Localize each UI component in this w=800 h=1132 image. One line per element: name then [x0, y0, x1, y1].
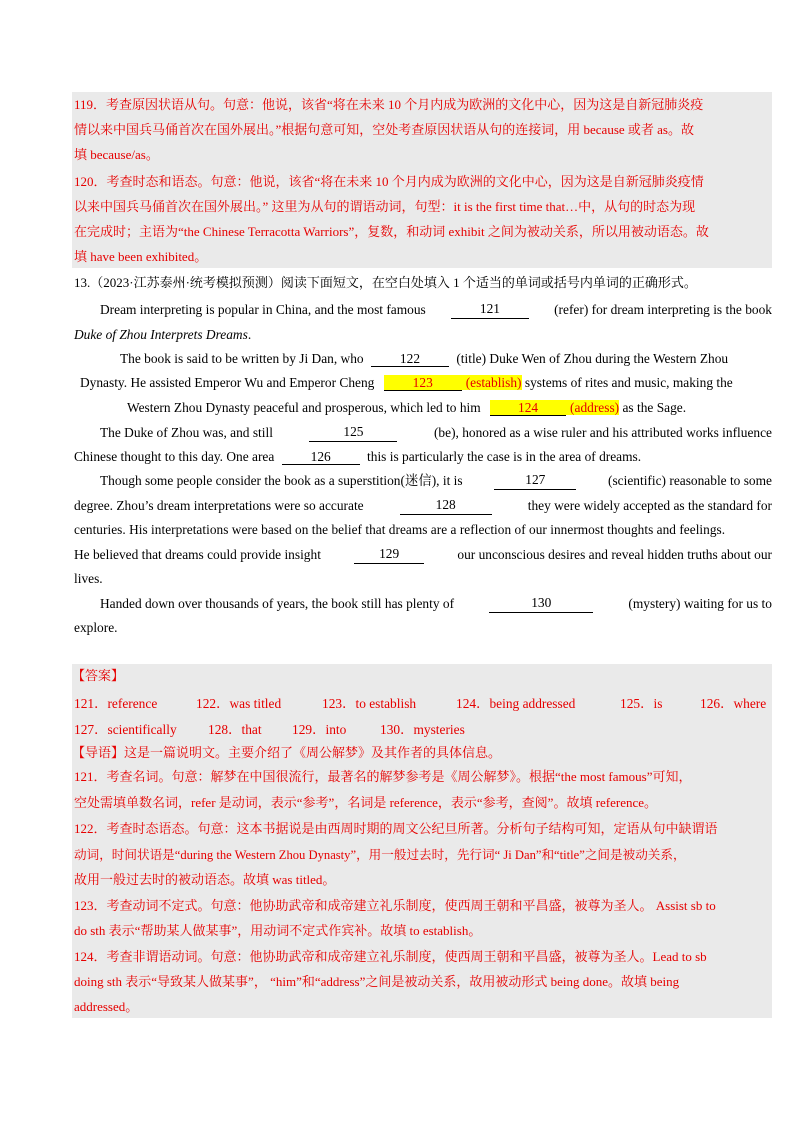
- p3-text-a: The Duke of Zhou was, and still: [100, 425, 273, 440]
- answer-123: 123．to establish: [322, 696, 417, 711]
- p2-text-c: (title) Duke Wen of Zhou during the Western Zhou: [456, 351, 729, 366]
- answer-121: 121．reference: [74, 696, 158, 711]
- explanation-119-line2: 情以来中国兵马俑首次在国外展出。”根据句意可知，空处考查原因状语从句的连接词，用 because 或者 as。故: [74, 122, 694, 137]
- explanation-121-line2: 空处需填单数名词，refer 是动词，表示“参考”，名词是 reference，表示“参考，查阅”。故填 reference。: [74, 795, 658, 810]
- passage-p4-line3: centuries. His interpretations were based on the belief that dreams are a reflection of our innermost thoughts and feelings.: [74, 522, 726, 537]
- blank-126[interactable]: 126: [282, 449, 360, 465]
- explanation-119-line3: 填 because/as。: [74, 147, 159, 162]
- passage-p4-line2: [74, 497, 772, 515]
- book-title: Duke of Zhou Interprets Dreams: [74, 327, 248, 342]
- p4-text-d: degree. Zhou’s dream interpretations were so accurate: [74, 498, 364, 513]
- blank-129[interactable]: 129: [354, 546, 424, 564]
- p4-text-g: He believed that dreams could provide insight: [74, 547, 321, 562]
- passage-p2-line3: [127, 399, 686, 417]
- explanation-122-line3: 故用一般过去时的被动语态。故填 was titled。: [74, 872, 336, 887]
- blank-121[interactable]: 121: [451, 301, 529, 319]
- answer-127: 127．scientifically: [74, 722, 177, 737]
- answer-125: 125．is: [620, 696, 663, 711]
- explanation-122-line1: 122．考查时态语态。句意：这本书据说是由西周时期的周文公纪旦所著。分析句子结构可知，定语从句中缺谓语: [74, 821, 718, 836]
- passage-p2-line1: [120, 350, 728, 368]
- answer-126: 126．where: [700, 696, 767, 711]
- explanation-120-line1: 120．考查时态和语态。句意：他说，该省“将在未来 10 个月内成为欧洲的文化中心，因为这是自新冠肺炎疫情: [74, 174, 704, 189]
- p3-text-d: Chinese thought to this day. One area: [74, 449, 275, 464]
- blank-125[interactable]: 125: [309, 424, 397, 442]
- passage-p5-line2: explore.: [74, 620, 118, 635]
- explanation-123-line1: 123．考查动词不定式。句意：他协助武帝和成帝建立礼乐制度，使西周王朝和平昌盛，被尊为圣人。 Assist sb to: [74, 898, 716, 913]
- explanation-119-line1: 119．考查原因状语从句。句意：他说，该省“将在未来 10 个月内成为欧洲的文化中心，因为这是自新冠肺炎疫: [74, 97, 704, 112]
- blank-128[interactable]: 128: [400, 497, 492, 515]
- p3-text-e: this is particularly the case is in the area of dreams.: [367, 449, 642, 464]
- blank-123[interactable]: 123: [384, 375, 462, 391]
- passage-p3-line2: [74, 448, 641, 466]
- passage-p1-line2: [74, 326, 251, 344]
- explanation-122-line2: 动词，时间状语是“during the Western Zhou Dynasty”，用一般过去时，先行词“ Ji Dan”和“title”之间是被动关系，: [74, 848, 686, 862]
- explanation-120-line4: 填 have been exhibited。: [74, 249, 208, 264]
- answer-128: 128．that: [208, 722, 262, 737]
- hint-124: (address): [566, 400, 619, 415]
- p4-text-e: they were widely accepted as the standard for: [527, 498, 772, 513]
- answer-129: 129．into: [292, 722, 347, 737]
- p1-text-a: Dream interpreting is popular in China, and the most famous: [100, 302, 426, 317]
- passage-p5-line1: [100, 595, 772, 613]
- answer-label: 【答案】: [72, 668, 125, 683]
- question-header: 13.（2023·江苏泰州·统考模拟预测）阅读下面短文，在空白处填入 1 个适当的单词或括号内单词的正确形式。: [74, 275, 697, 290]
- passage-p1-line1: [100, 301, 772, 319]
- p5-text-a: Handed down over thousands of years, the book still has plenty of: [100, 596, 455, 611]
- blank-127[interactable]: 127: [494, 472, 576, 490]
- p2-text-a: The book is said to be written by Ji Dan, who: [120, 351, 364, 366]
- p3-text-c: (be), honored as a wise ruler and his attributed works influence: [433, 425, 772, 440]
- p4-text-a: Though some people consider the book as a superstition(迷信), it is: [100, 473, 463, 488]
- explanation-120-line2: 以来中国兵马俑首次在国外展出。” 这里为从句的谓语动词，句型：it is the first time that…中，从句的时态为现: [74, 199, 696, 214]
- passage-p3-line1: [100, 424, 772, 442]
- p2-text-g: as the Sage.: [622, 400, 687, 415]
- blank-122[interactable]: 122: [371, 351, 449, 367]
- explanation-120-line3: 在完成时；主语为“the Chinese Terracotta Warriors”，复数，和动词 exhibit 之间为被动关系，所以用被动语态。故: [74, 224, 709, 239]
- guide-text: 【导语】这是一篇说明文。主要介绍了《周公解梦》及其作者的具体信息。: [72, 745, 502, 760]
- passage-p4-line1: [100, 472, 772, 490]
- passage-p2-line2: [80, 374, 733, 392]
- explanation-124-line1: 124．考查非谓语动词。句意：他协助武帝和成帝建立礼乐制度，使西周王朝和平昌盛，被尊为圣人。Lead to sb: [74, 949, 707, 964]
- answers-row-2: [74, 719, 772, 737]
- p4-text-h: our unconscious desires and reveal hidden truths about our: [457, 547, 772, 562]
- p1-end: .: [247, 327, 252, 342]
- p2-text-d: Dynasty. He assisted Emperor Wu and Emperor Cheng: [80, 375, 375, 390]
- p5-text-c: (mystery) waiting for us to: [628, 596, 772, 611]
- p1-text-c: (refer) for dream interpreting is the book: [554, 302, 772, 317]
- explanation-124-line3: addressed。: [74, 999, 139, 1014]
- explanation-124-line2: doing sth 表示“导致某人做某事”， “him”和“address”之间是被动关系，故用被动形式 being done。故填 being: [74, 974, 680, 989]
- answers-row-1: [74, 693, 772, 711]
- passage-p4-line5: lives.: [74, 571, 103, 586]
- explanation-121-line1: 121．考查名词。句意：解梦在中国很流行，最著名的解梦参考是《周公解梦》。根据“the most famous”可知，: [74, 769, 692, 784]
- answer-130: 130．mysteries: [380, 722, 465, 737]
- explanation-123-line2: do sth 表示“帮助某人做某事”，用动词不定式作宾补。故填 to establish。: [74, 923, 482, 938]
- answer-124: 124．being addressed: [456, 696, 576, 711]
- answer-122: 122．was titled: [196, 696, 282, 711]
- p4-text-c: (scientific) reasonable to some: [608, 473, 772, 488]
- p2-text-f: Western Zhou Dynasty peaceful and prosperous, which led to him: [127, 400, 481, 415]
- hint-123: (establish): [462, 375, 522, 390]
- passage-p4-line4: [74, 546, 772, 564]
- blank-124[interactable]: 124: [490, 400, 566, 416]
- p2-text-e: systems of rites and music, making the: [524, 375, 733, 390]
- blank-130[interactable]: 130: [489, 595, 593, 613]
